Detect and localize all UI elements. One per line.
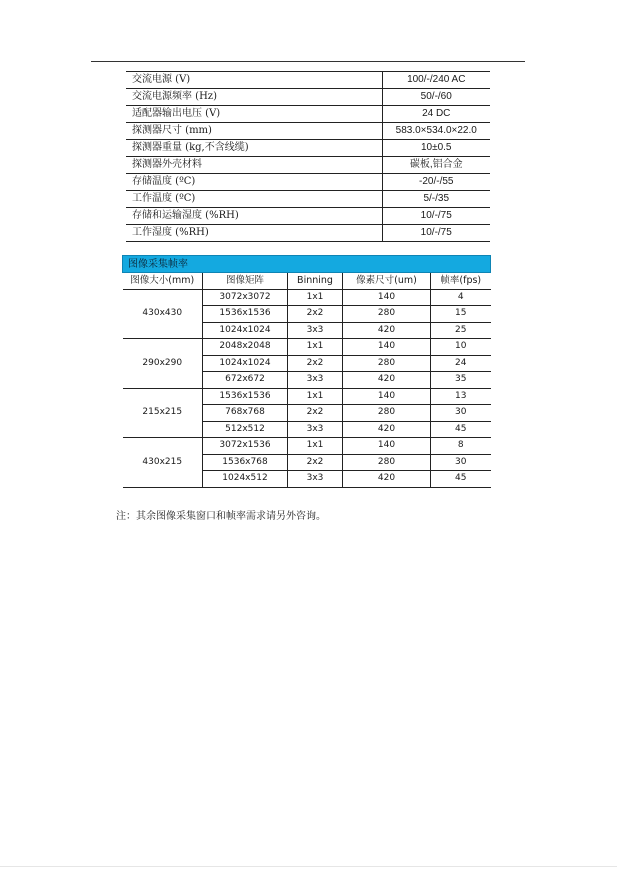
table-row: [123, 339, 491, 356]
fps-cell: 45: [431, 421, 491, 438]
pixel-cell: 280: [343, 306, 431, 323]
footnote: 注：其余图像采集窗口和帧率需求请另外咨询。: [116, 511, 326, 522]
spec-label: 交流电源 (V): [126, 72, 382, 89]
binning-cell: 2x2: [288, 405, 343, 422]
spec-value: 50/-/60: [382, 89, 490, 106]
spec-label: 交流电源频率 (Hz): [126, 89, 382, 106]
fps-cell: 30: [431, 405, 491, 422]
pixel-cell: 140: [343, 438, 431, 455]
table-row: [123, 438, 491, 455]
pixel-cell: 280: [343, 405, 431, 422]
spec-row: [126, 89, 490, 106]
binning-cell: 1x1: [288, 388, 343, 405]
binning-cell: 3x3: [288, 471, 343, 488]
frame-rate-table: [122, 255, 491, 488]
header-matrix: 图像矩阵: [203, 273, 288, 290]
image-size-cell: 290x290: [123, 339, 203, 389]
pixel-cell: 140: [343, 339, 431, 356]
pixel-cell: 420: [343, 372, 431, 389]
spec-row: [126, 123, 490, 140]
fps-cell: 25: [431, 322, 491, 339]
matrix-cell: 2048x2048: [203, 339, 288, 356]
spec-value: 10±0.5: [382, 140, 490, 157]
header-binning: Binning: [288, 273, 343, 290]
spec-row: [126, 140, 490, 157]
matrix-cell: 768x768: [203, 405, 288, 422]
fps-cell: 4: [431, 289, 491, 306]
matrix-cell: 1536x1536: [203, 306, 288, 323]
matrix-cell: 1536x1536: [203, 388, 288, 405]
binning-cell: 2x2: [288, 355, 343, 372]
table-row: [123, 289, 491, 306]
fps-cell: 24: [431, 355, 491, 372]
matrix-cell: 3072x1536: [203, 438, 288, 455]
spec-label: 探测器外壳材料: [126, 157, 382, 174]
fps-cell: 30: [431, 454, 491, 471]
binning-cell: 2x2: [288, 306, 343, 323]
fps-cell: 8: [431, 438, 491, 455]
table-row: [123, 388, 491, 405]
image-size-cell: 215x215: [123, 388, 203, 438]
matrix-cell: 3072x3072: [203, 289, 288, 306]
spec-row: [126, 191, 490, 208]
binning-cell: 2x2: [288, 454, 343, 471]
binning-cell: 3x3: [288, 372, 343, 389]
matrix-cell: 1024x1024: [203, 355, 288, 372]
page-edge: [0, 866, 617, 867]
table-header-row: [123, 273, 491, 290]
spec-label: 工作温度 (ºC): [126, 191, 382, 208]
pixel-cell: 140: [343, 388, 431, 405]
pixel-cell: 420: [343, 471, 431, 488]
matrix-cell: 1024x512: [203, 471, 288, 488]
binning-cell: 3x3: [288, 421, 343, 438]
pixel-cell: 420: [343, 421, 431, 438]
fps-cell: 10: [431, 339, 491, 356]
matrix-cell: 512x512: [203, 421, 288, 438]
spec-row: [126, 157, 490, 174]
header-pixel-size: 像素尺寸(um): [343, 273, 431, 290]
spec-row: [126, 174, 490, 191]
image-size-cell: 430x430: [123, 289, 203, 339]
fps-cell: 13: [431, 388, 491, 405]
fps-cell: 35: [431, 372, 491, 389]
binning-cell: 1x1: [288, 289, 343, 306]
matrix-cell: 672x672: [203, 372, 288, 389]
matrix-cell: 1024x1024: [203, 322, 288, 339]
spec-label: 工作湿度 (%RH): [126, 225, 382, 242]
spec-value: 10/-/75: [382, 208, 490, 225]
header-size: 图像大小(mm): [123, 273, 203, 290]
spec-row: [126, 106, 490, 123]
spec-value: 100/-/240 AC: [382, 72, 490, 89]
pixel-cell: 420: [343, 322, 431, 339]
pixel-cell: 280: [343, 454, 431, 471]
binning-cell: 1x1: [288, 438, 343, 455]
spec-value: 碳板,铝合金: [382, 157, 490, 174]
spec-row: [126, 72, 490, 89]
spec-value: 24 DC: [382, 106, 490, 123]
spec-row: [126, 225, 490, 242]
fps-cell: 45: [431, 471, 491, 488]
pixel-cell: 280: [343, 355, 431, 372]
spec-label: 探测器重量 (kg,不含线缆): [126, 140, 382, 157]
binning-cell: 1x1: [288, 339, 343, 356]
spec-label: 探测器尺寸 (mm): [126, 123, 382, 140]
spec-value: -20/-/55: [382, 174, 490, 191]
spec-value: 583.0×534.0×22.0: [382, 123, 490, 140]
spec-value: 10/-/75: [382, 225, 490, 242]
image-size-cell: 430x215: [123, 438, 203, 488]
header-rule: [91, 61, 525, 62]
pixel-cell: 140: [343, 289, 431, 306]
header-fps: 帧率(fps): [431, 273, 491, 290]
spec-label: 存储温度 (ºC): [126, 174, 382, 191]
spec-label: 存储和运输湿度 (%RH): [126, 208, 382, 225]
fps-cell: 15: [431, 306, 491, 323]
binning-cell: 3x3: [288, 322, 343, 339]
spec-row: [126, 208, 490, 225]
frame-table-title: 图像采集帧率: [123, 256, 491, 273]
spec-value: 5/-/35: [382, 191, 490, 208]
spec-table: [126, 71, 490, 242]
matrix-cell: 1536x768: [203, 454, 288, 471]
spec-label: 适配器输出电压 (V): [126, 106, 382, 123]
